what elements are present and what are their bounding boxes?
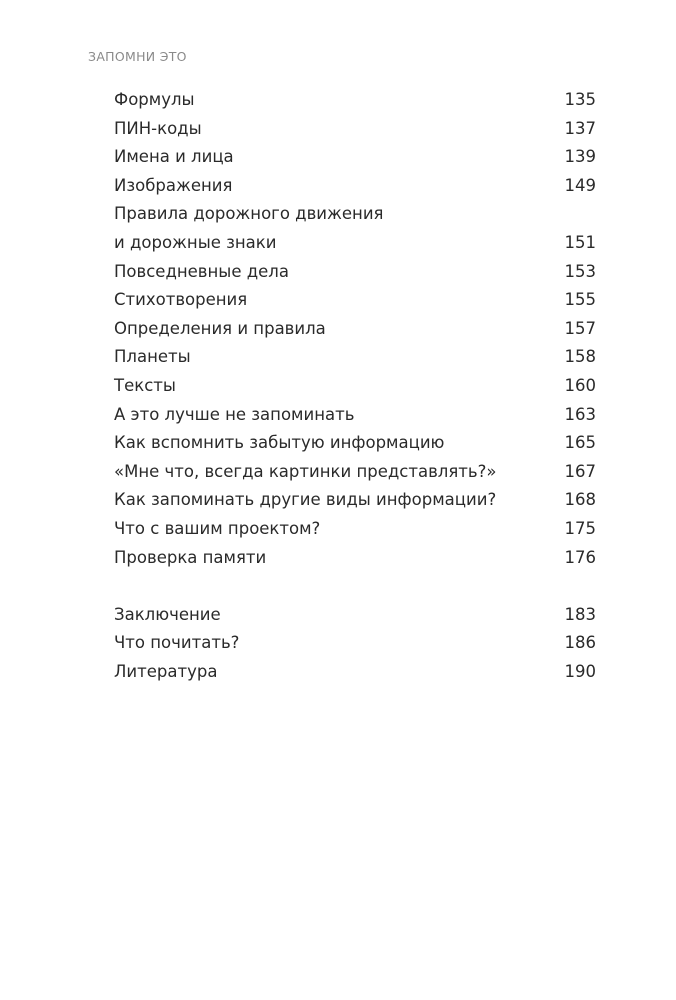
toc-entry-title: Что почитать? xyxy=(114,633,240,653)
toc-entry-page: 155 xyxy=(564,290,596,310)
toc-entry-page: 151 xyxy=(564,232,596,252)
toc-entry-page: 176 xyxy=(564,547,596,567)
toc-entry-title: Как вспомнить забытую информацию xyxy=(114,433,445,453)
toc-entry xyxy=(114,658,596,687)
toc-entry xyxy=(114,629,596,658)
toc-entry-title: Имена и лица xyxy=(114,147,234,167)
toc-entry-page: 186 xyxy=(564,633,596,653)
toc-entry-title: Как запоминать другие виды информации? xyxy=(114,490,497,510)
toc-entry-page: 153 xyxy=(564,261,596,281)
toc-entry-title: и дорожные знаки xyxy=(114,232,277,252)
toc-entry-page: 183 xyxy=(564,604,596,624)
toc-entry-title: Стихотворения xyxy=(114,290,248,310)
toc-entry-title: Тексты xyxy=(114,375,176,395)
toc-entry-title: «Мне что, всегда картинки представлять?» xyxy=(114,461,497,481)
toc-entry xyxy=(114,229,596,258)
toc-entry-page: 157 xyxy=(564,318,596,338)
toc-entry xyxy=(114,429,596,458)
toc-entry xyxy=(114,458,596,487)
toc-entry xyxy=(114,486,596,515)
toc-entry-title: Правила дорожного движения xyxy=(114,204,384,224)
toc-entry-title: А это лучше не запоминать xyxy=(114,404,355,424)
toc-entry-title: Формулы xyxy=(114,90,195,109)
toc-entry xyxy=(114,515,596,544)
toc-entry xyxy=(114,258,596,287)
toc-entry xyxy=(114,172,596,201)
toc-entry-page: 160 xyxy=(564,375,596,395)
toc-entry-title: Литература xyxy=(114,661,218,681)
toc-entry-title: Изображения xyxy=(114,175,233,195)
toc-entry-title: Проверка памяти xyxy=(114,547,267,567)
toc-entry xyxy=(114,601,596,630)
toc-entry-title: Определения и правила xyxy=(114,318,326,338)
toc-entry-title: Заключение xyxy=(114,604,221,624)
toc-entry-page: 137 xyxy=(564,118,596,138)
toc-entry xyxy=(114,115,596,144)
toc-entry-title: Что с вашим проектом? xyxy=(114,518,321,538)
toc-entry-page: 163 xyxy=(564,404,596,424)
toc-entry-title: Планеты xyxy=(114,347,191,367)
toc-entry xyxy=(114,143,596,172)
toc-entry-page: 168 xyxy=(564,490,596,510)
toc-entry-page: 190 xyxy=(564,661,596,681)
toc-entry xyxy=(114,286,596,315)
toc-entry xyxy=(114,544,596,573)
toc-entry xyxy=(114,401,596,430)
toc-entry-page: 158 xyxy=(564,347,596,367)
toc-entry-page: 175 xyxy=(564,518,596,538)
toc-entry xyxy=(114,86,596,115)
toc-entry-page: 165 xyxy=(564,433,596,453)
section-gap xyxy=(114,572,596,601)
toc-entry xyxy=(114,343,596,372)
toc-entry-page: 135 xyxy=(564,90,596,109)
toc-entry-title: Повседневные дела xyxy=(114,261,289,281)
toc-entry xyxy=(114,200,596,229)
table-of-contents xyxy=(114,86,596,686)
toc-entry-page: 139 xyxy=(564,147,596,167)
toc-entry xyxy=(114,315,596,344)
toc-entry-page: 167 xyxy=(564,461,596,481)
toc-entry xyxy=(114,372,596,401)
toc-entry-page: 149 xyxy=(564,175,596,195)
toc-entry-title: ПИН-коды xyxy=(114,118,202,138)
running-head: ЗАПОМНИ ЭТО xyxy=(88,49,187,64)
